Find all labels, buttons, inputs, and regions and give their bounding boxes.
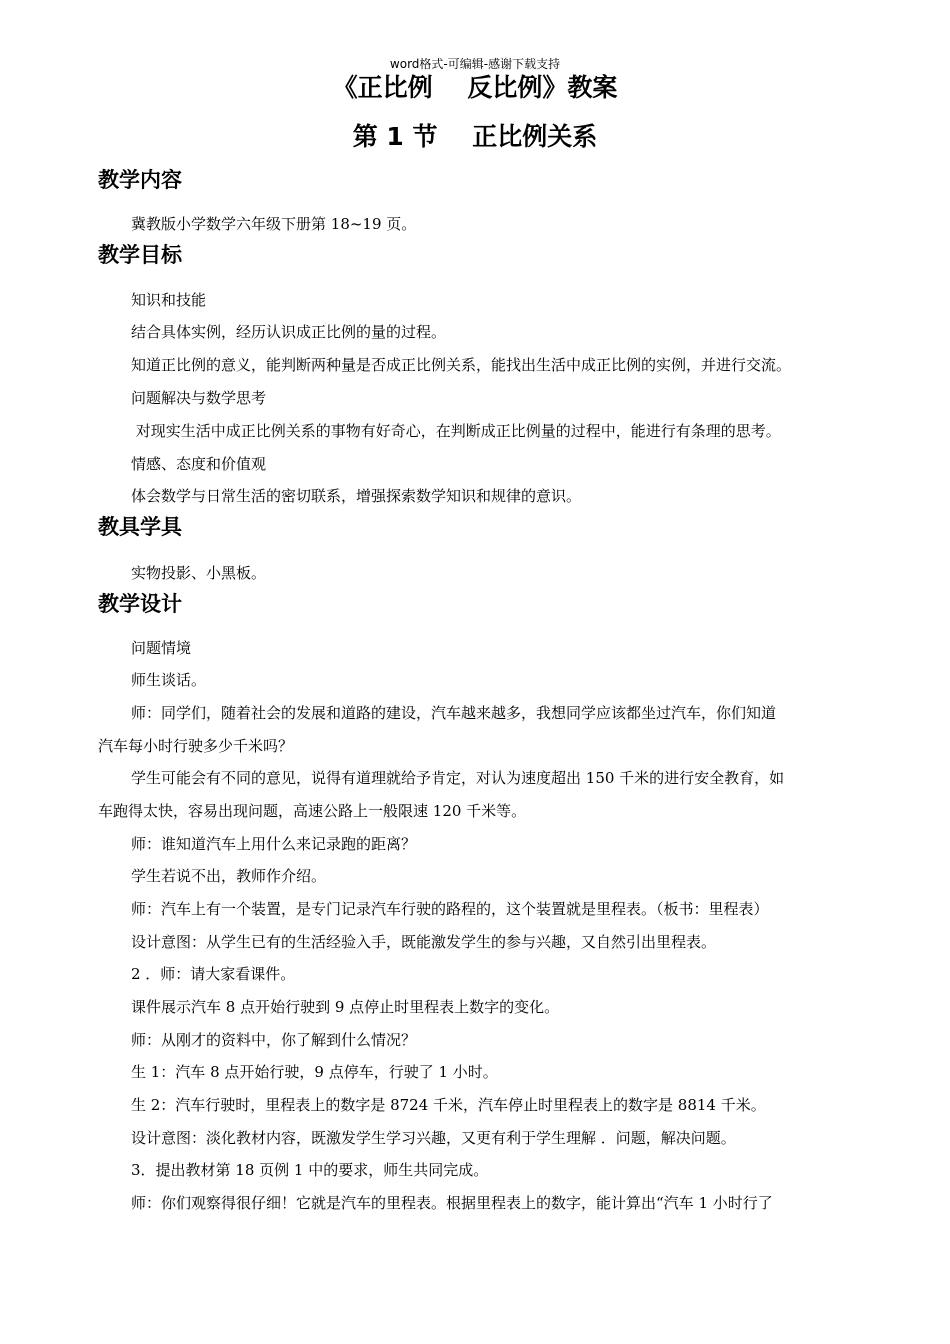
paragraph-line: 车跑得太快，容易出现问题，高速公路上一般限速 120 千米等。: [98, 802, 527, 820]
paragraph-line: 3．提出教材第 18 页例 1 中的要求，师生共同完成。: [131, 1161, 489, 1179]
paragraph-line: 设计意图：淡化教材内容，既激发学生学习兴趣，又更有利于学生理解 ．问题，解决问题。: [131, 1129, 736, 1147]
paragraph-line: 师：你们观察得很仔细！它就是汽车的里程表。根据里程表上的数字，能计算出“汽车 1 小时行了: [131, 1194, 773, 1212]
document-title: 《正比例 反比例》教案: [332, 73, 618, 102]
paragraph-line: 生 1：汽车 8 点开始行驶，9 点停车，行驶了 1 小时。: [131, 1063, 498, 1081]
section-heading-goals: 教学目标: [98, 243, 182, 267]
paragraph-line: 问题解决与数学思考: [131, 389, 267, 407]
paragraph-line: 课件展示汽车 8 点开始行驶到 9 点停止时里程表上数字的变化。: [131, 998, 560, 1016]
paragraph-line: 情感、态度和价值观: [131, 455, 267, 473]
paragraph-line: 生 2：汽车行驶时，里程表上的数字是 8724 千米，汽车停止时里程表上的数字是 8814 千米。: [131, 1096, 766, 1114]
paragraph-line: 冀教版小学数学六年级下册第 18~19 页。: [131, 215, 417, 233]
paragraph-line: 学生若说不出，教师作介绍。: [131, 867, 327, 885]
paragraph-line: 师：从刚才的资料中，你了解到什么情况？: [131, 1031, 417, 1049]
paragraph-line: 结合具体实例，经历认识成正比例的量的过程。: [131, 323, 447, 341]
paragraph-line: 师：同学们，随着社会的发展和道路的建设，汽车越来越多，我想同学应该都坐过汽车，你们知道: [131, 704, 777, 722]
section-heading-content: 教学内容: [98, 168, 182, 192]
paragraph-line: 师：谁知道汽车上用什么来记录跑的距离？: [131, 835, 417, 853]
paragraph-line: 学生可能会有不同的意见，说得有道理就给予肯定，对认为速度超出 150 千米的进行安全教育，如: [131, 769, 785, 787]
paragraph-line: 师生谈话。: [131, 671, 207, 689]
paragraph-line: 知道正比例的意义，能判断两种量是否成正比例关系，能找出生活中成正比例的实例，并进行交流。: [131, 356, 792, 374]
section-heading-tools: 教具学具: [98, 515, 182, 539]
section-heading-design: 教学设计: [98, 592, 182, 616]
paragraph-line: 体会数学与日常生活的密切联系，增强探索数学知识和规律的意识。: [131, 487, 582, 505]
paragraph-line: 师：汽车上有一个装置，是专门记录汽车行驶的路程的，这个装置就是里程表。（板书：里程表）: [131, 900, 769, 918]
lesson-subtitle: 第 1 节 正比例关系: [352, 122, 598, 151]
paragraph-line: 对现实生活中成正比例关系的事物有好奇心，在判断成正比例量的过程中，能进行有条理的思考。: [131, 422, 781, 440]
paragraph-line: 设计意图：从学生已有的生活经验入手，既能激发学生的参与兴趣，又自然引出里程表。: [131, 933, 717, 951]
paragraph-line: 2 ．师：请大家看课件。: [131, 965, 296, 983]
paragraph-line: 实物投影、小黑板。: [131, 564, 267, 582]
paragraph-line: 知识和技能: [131, 291, 207, 309]
page-header: word格式-可编辑-感谢下载支持: [389, 57, 561, 71]
paragraph-line: 汽车每小时行驶多少千米吗？: [98, 737, 294, 755]
paragraph-line: 问题情境: [131, 639, 192, 657]
